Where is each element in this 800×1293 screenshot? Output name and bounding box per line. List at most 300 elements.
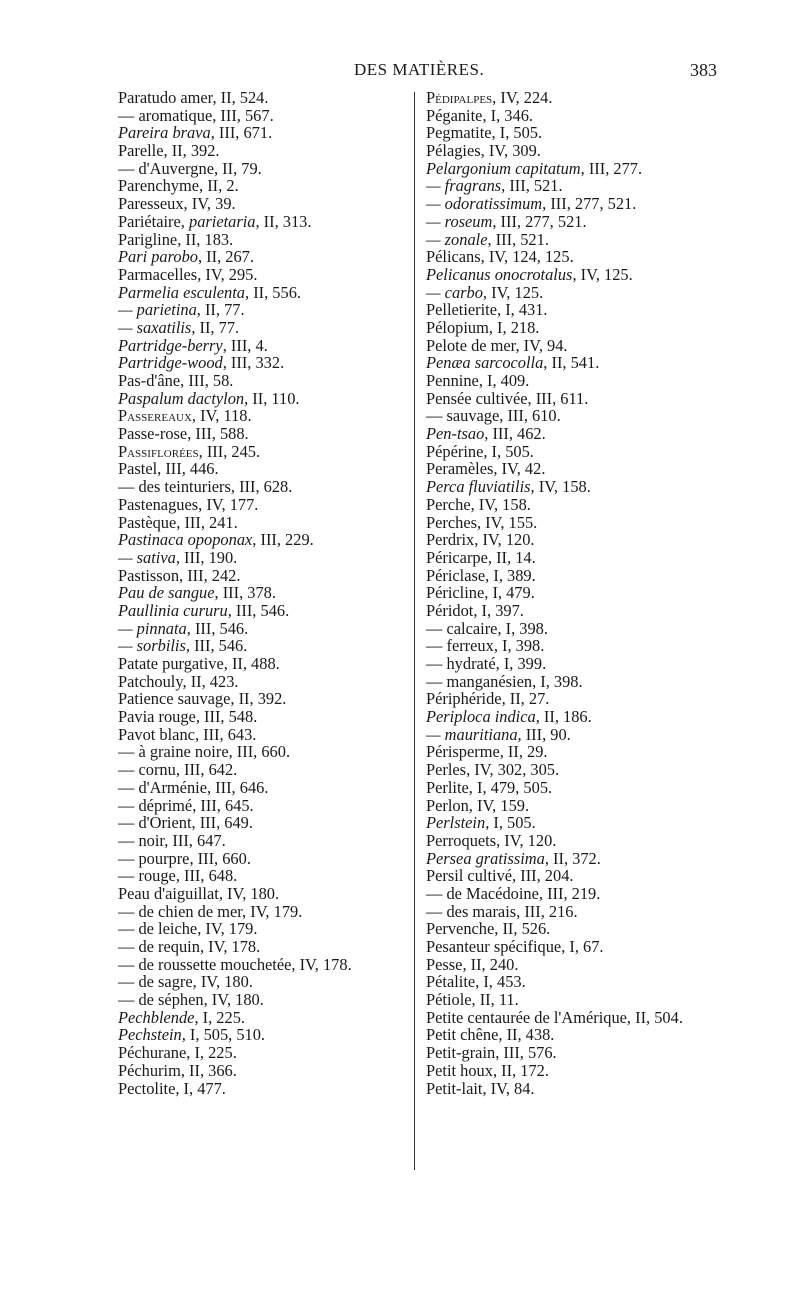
entry-term: Pavot blanc — [118, 724, 195, 744]
entry-reference: , IV, 178. — [291, 954, 352, 974]
index-entry — [118, 213, 352, 231]
entry-reference: , IV, 39. — [183, 194, 236, 214]
entry-reference: , II, 438. — [498, 1025, 555, 1045]
entry-term: — manganésien — [426, 671, 533, 691]
entry-term: Péricline — [426, 583, 485, 603]
running-title: DES MATIÈRES. — [354, 60, 485, 79]
entry-reference: , IV, 178. — [199, 937, 261, 956]
entry-term: Persil cultivé — [426, 866, 513, 886]
entry-reference: , III, 642. — [175, 760, 238, 780]
entry-reference: , I, 218. — [488, 317, 540, 337]
index-entry — [426, 478, 683, 496]
entry-reference: , I, 431. — [497, 300, 548, 320]
entry-term: — des marais — [426, 901, 517, 921]
index-entry — [426, 743, 683, 761]
entry-term: — d'Arménie — [118, 777, 207, 797]
entry-term: Paratudo amer — [118, 88, 213, 107]
entry-term: Patchouly — [118, 671, 183, 691]
entry-reference: , II, 366. — [180, 1060, 237, 1080]
index-entry — [118, 531, 352, 549]
entry-term: Pegmatite — [426, 123, 492, 143]
index-entry — [118, 1026, 352, 1044]
entry-term: Pas-d'âne — [118, 371, 181, 390]
index-entry — [118, 337, 352, 355]
index-entry — [118, 797, 352, 815]
entry-term: — sorbilis — [118, 636, 186, 656]
entry-term: Perdrix — [426, 530, 475, 550]
entry-term: Peau d'aiguillat — [118, 883, 219, 903]
entry-term: Péridot — [426, 600, 474, 620]
entry-reference: , I, 505. — [491, 123, 543, 143]
entry-reference: , III, 567. — [212, 105, 274, 125]
index-entry — [118, 1062, 352, 1080]
entry-term: Péchurane — [118, 1043, 187, 1063]
index-entry — [118, 248, 352, 266]
entry-reference: , I, 397. — [473, 600, 524, 620]
entry-reference: , I, 398. — [532, 671, 583, 691]
index-entry — [426, 814, 683, 832]
entry-term: — zonale — [426, 229, 488, 249]
index-entry — [426, 425, 683, 443]
entry-term: Pen-tsao — [426, 424, 485, 444]
entry-term: Petit-lait — [426, 1078, 483, 1098]
entry-reference: , III, 277. — [580, 158, 643, 178]
entry-term: — roseum — [426, 211, 493, 231]
entry-term: Petit chêne — [426, 1025, 499, 1045]
index-entry — [118, 443, 352, 461]
entry-reference: , II, 186. — [535, 707, 592, 727]
entry-reference: , IV, 302, 305. — [466, 760, 560, 780]
entry-reference: , III, 660. — [189, 848, 251, 868]
entry-term: Parenchyme — [118, 176, 200, 196]
entry-term: Pelletierite — [426, 300, 497, 320]
entry-reference: , III, 521. — [501, 176, 563, 196]
entry-term: — noir — [118, 830, 165, 850]
entry-reference: , IV, 158. — [470, 494, 531, 514]
entry-term: — saxatilis — [118, 317, 192, 337]
index-entry — [426, 708, 683, 726]
entry-term: — sauvage — [426, 406, 500, 426]
entry-term: Péganite — [426, 105, 483, 125]
entry-term: Périphéride — [426, 689, 502, 709]
entry-term: Petit houx — [426, 1060, 493, 1080]
index-entry — [118, 1009, 352, 1027]
entry-term: — d'Auvergne — [118, 158, 214, 178]
index-entry — [426, 337, 683, 355]
entry-term: Persea gratissima — [426, 848, 545, 868]
index-entry — [118, 708, 352, 726]
entry-reference: , IV, 309. — [480, 141, 541, 161]
index-entry — [118, 832, 352, 850]
entry-reference: , II, 541. — [543, 353, 600, 373]
entry-reference: , III, 90. — [517, 724, 571, 744]
entry-term: Pélicans — [426, 247, 481, 267]
entry-term: — d'Orient — [118, 813, 192, 833]
entry-reference: , III, 588. — [187, 424, 249, 444]
entry-reference: , I, 505, 510. — [181, 1025, 266, 1045]
index-entry — [118, 1044, 352, 1062]
entry-term: — déprimé — [118, 795, 193, 815]
entry-term: Partridge-berry — [118, 335, 223, 355]
index-entry — [426, 496, 683, 514]
index-entry — [118, 124, 352, 142]
entry-term: Perlstein — [426, 813, 486, 833]
entry-reference: , III, 204. — [512, 866, 574, 886]
index-entry — [118, 301, 352, 319]
index-entry — [118, 460, 352, 478]
index-column-right — [426, 89, 683, 1097]
entry-term: Partridge-wood — [118, 353, 223, 373]
entry-term: Perlon — [426, 795, 469, 815]
index-entry — [426, 956, 683, 974]
entry-reference: , I, 67. — [561, 937, 604, 956]
index-entry — [426, 443, 683, 461]
index-entry — [118, 761, 352, 779]
entry-term: Periploca indica — [426, 707, 536, 727]
entry-reference: , III, 462. — [484, 424, 546, 444]
index-entry — [426, 1044, 683, 1062]
entry-term: Parelle — [118, 141, 164, 161]
index-entry — [118, 407, 352, 425]
entry-term: Pervenche — [426, 919, 495, 939]
index-entry — [426, 407, 683, 425]
entry-term: — des teinturiers — [118, 477, 231, 497]
index-entry — [426, 514, 683, 532]
entry-reference: , I, 225. — [194, 1007, 245, 1027]
entry-reference: , IV, 125. — [572, 264, 633, 284]
index-entry — [426, 584, 683, 602]
index-entry — [118, 89, 352, 107]
entry-term: Pesanteur spécifique — [426, 937, 562, 956]
index-entry — [118, 372, 352, 390]
entry-reference: , IV, 120. — [496, 830, 557, 850]
index-entry — [118, 602, 352, 620]
page-header — [0, 60, 800, 84]
entry-reference: , IV, 118. — [191, 406, 252, 426]
entry-reference: , III, 546. — [186, 618, 249, 638]
index-entry — [118, 195, 352, 213]
index-entry — [118, 1080, 352, 1098]
index-entry — [118, 107, 352, 125]
entry-reference: , I, 453. — [475, 972, 526, 992]
index-entry — [426, 89, 683, 107]
index-entry — [426, 602, 683, 620]
index-entry — [118, 938, 352, 956]
entry-term: Pariétaire, — [118, 211, 189, 231]
index-entry — [118, 867, 352, 885]
entry-reference: , II, 29. — [499, 742, 548, 762]
entry-term: — parietina — [118, 300, 197, 320]
entry-reference: , IV, 125. — [482, 282, 544, 302]
index-entry — [426, 690, 683, 708]
entry-term-latin: parietaria — [189, 211, 256, 231]
entry-reference: , II, 423. — [182, 671, 239, 691]
entry-term: — calcaire — [426, 618, 498, 638]
entry-term: — odoratissimum — [426, 194, 543, 214]
entry-reference: , II, 556. — [245, 282, 301, 302]
entry-term: — de leiche — [118, 919, 198, 939]
index-entry — [118, 231, 352, 249]
entry-term: Pennine — [426, 371, 479, 390]
entry-term: — à graine noire — [118, 742, 229, 762]
entry-reference: , I, 346. — [482, 105, 533, 125]
entry-term: Péchurim — [118, 1060, 181, 1080]
index-entry — [118, 655, 352, 673]
index-column-left — [118, 89, 352, 1097]
entry-term: — hydraté — [426, 654, 496, 673]
index-entry — [118, 354, 352, 372]
entry-reference: , IV, 177. — [198, 494, 259, 514]
index-entry — [118, 973, 352, 991]
entry-reference: , I, 225. — [186, 1043, 237, 1063]
index-entry — [426, 213, 683, 231]
index-entry — [118, 390, 352, 408]
entry-reference: , III, 610. — [499, 406, 561, 426]
entry-term: Pelicanus onocrotalus — [426, 264, 573, 284]
entry-reference: , III, 446. — [157, 459, 219, 479]
entry-term: Pastisson — [118, 565, 180, 585]
index-entry — [118, 779, 352, 797]
index-entry — [426, 284, 683, 302]
entry-term: Perlite — [426, 777, 469, 797]
entry-reference: , I, 409. — [478, 371, 530, 390]
entry-reference: , III, 611. — [527, 388, 589, 408]
entry-reference: , IV, 158. — [530, 477, 591, 497]
entry-reference: , I, 398. — [493, 636, 545, 656]
index-entry — [426, 354, 683, 372]
index-entry — [118, 850, 352, 868]
entry-term: Passe-rose — [118, 424, 188, 444]
index-entry — [118, 920, 352, 938]
entry-reference: , III, 576. — [495, 1043, 557, 1063]
entry-reference: , II, 313. — [255, 211, 312, 231]
index-entry — [118, 266, 352, 284]
entry-term: — pourpre — [118, 848, 190, 868]
entry-term: Pétiole — [426, 990, 472, 1010]
index-entry — [426, 673, 683, 691]
index-entry — [426, 142, 683, 160]
index-entry — [426, 107, 683, 125]
entry-reference: , I, 477. — [175, 1078, 226, 1098]
entry-reference: , III, 332. — [222, 353, 285, 373]
entry-term: Pau de sangue — [118, 583, 215, 603]
entry-term: Perche — [426, 494, 471, 514]
entry-reference: , III, 546. — [227, 600, 290, 620]
entry-term: Pensée cultivée — [426, 388, 528, 408]
index-entry — [426, 531, 683, 549]
entry-term: Passiflorées — [118, 441, 199, 461]
entry-term: Pelote de mer — [426, 335, 516, 355]
entry-reference: , III, 4. — [222, 335, 268, 355]
entry-term: — de chien de mer — [118, 901, 243, 921]
entry-reference: , IV, 155. — [476, 512, 538, 532]
entry-reference: , IV, 180. — [192, 972, 253, 992]
entry-term: — fragrans — [426, 176, 502, 196]
index-entry — [118, 743, 352, 761]
entry-term: — rouge — [118, 866, 176, 886]
entry-reference: , III, 546. — [185, 636, 248, 656]
entry-term: Parmelia esculenta — [118, 282, 245, 302]
index-entry — [118, 584, 352, 602]
index-entry — [118, 673, 352, 691]
index-entry — [118, 142, 352, 160]
index-entry — [118, 991, 352, 1009]
entry-reference: , II, 392. — [230, 689, 287, 709]
index-entry — [118, 514, 352, 532]
entry-reference: , II, 526. — [494, 919, 551, 939]
entry-reference: , II, 488. — [223, 654, 280, 673]
entry-term: Paresseux — [118, 194, 184, 214]
entry-reference: , IV, 159. — [468, 795, 530, 815]
entry-term: — aromatique — [118, 105, 213, 125]
entry-term: Patate purgative — [118, 654, 224, 673]
page-number: 383 — [690, 60, 717, 80]
entry-reference: , IV, 295. — [197, 264, 258, 284]
entry-reference: , III, 245. — [198, 441, 261, 461]
entry-term: Pélopium — [426, 317, 489, 337]
entry-term: Passereaux — [118, 406, 192, 426]
index-entry — [426, 460, 683, 478]
entry-reference: , II, 27. — [501, 689, 550, 709]
entry-reference: , IV, 179. — [197, 919, 258, 939]
entry-reference: , III, 649. — [191, 813, 253, 833]
entry-term: Pastenagues — [118, 494, 199, 514]
entry-term: Pelargonium capitatum — [426, 158, 581, 178]
entry-term: Petite centaurée de l'Amérique — [426, 1007, 627, 1027]
entry-term: Pavia rouge — [118, 707, 196, 727]
entry-reference: , I, 479, 505. — [468, 777, 553, 797]
index-entry — [426, 726, 683, 744]
entry-reference: , III, 242. — [179, 565, 241, 585]
index-entry — [426, 549, 683, 567]
index-entry — [426, 938, 683, 956]
entry-term: Pareira brava — [118, 123, 211, 143]
entry-reference: , III, 646. — [206, 777, 269, 797]
entry-reference: , II, 504. — [626, 1007, 683, 1027]
entry-term: — de séphen — [118, 990, 204, 1010]
index-entry — [426, 920, 683, 938]
index-entry — [118, 160, 352, 178]
entry-term: — de requin — [118, 937, 200, 956]
entry-reference: , II, 183. — [177, 229, 234, 249]
index-entry — [118, 425, 352, 443]
entry-term: — de sagre — [118, 972, 193, 992]
index-entry — [118, 903, 352, 921]
entry-term: Pesse — [426, 954, 463, 974]
index-entry — [426, 637, 683, 655]
index-entry — [426, 372, 683, 390]
entry-term: Perroquets — [426, 830, 497, 850]
entry-reference: , IV, 84. — [482, 1078, 535, 1098]
entry-term: — ferreux — [426, 636, 494, 656]
index-entry — [426, 761, 683, 779]
entry-reference: , III, 241. — [176, 512, 238, 532]
entry-reference: , II, 2. — [199, 176, 239, 196]
entry-term: Parigline — [118, 229, 178, 249]
index-entry — [426, 301, 683, 319]
entry-term: Pastel — [118, 459, 158, 479]
entry-term: Péricarpe — [426, 547, 488, 567]
entry-reference: , III, 219. — [538, 883, 601, 903]
entry-reference: , I, 398. — [497, 618, 548, 638]
entry-reference: , III, 660. — [228, 742, 291, 762]
index-entry — [426, 903, 683, 921]
index-entry — [426, 832, 683, 850]
entry-reference: , II, 11. — [471, 990, 519, 1010]
entry-reference: , III, 216. — [516, 901, 578, 921]
entry-reference: , IV, 224. — [492, 88, 553, 107]
index-entry — [426, 567, 683, 585]
index-entry — [426, 319, 683, 337]
entry-reference: , III, 671. — [210, 123, 273, 143]
entry-reference: , IV, 94. — [515, 335, 568, 355]
index-entry — [426, 124, 683, 142]
entry-term: Pélagies — [426, 141, 481, 161]
index-entry — [426, 885, 683, 903]
entry-term: Petit-grain — [426, 1043, 496, 1063]
index-entry — [118, 567, 352, 585]
entry-term: Périclase — [426, 565, 486, 585]
entry-term: — cornu — [118, 760, 176, 780]
entry-term: Peramèles — [426, 459, 494, 479]
entry-term: Penæa sarcocolla — [426, 353, 544, 373]
entry-reference: , I, 505. — [483, 441, 534, 461]
entry-term: Parmacelles — [118, 264, 198, 284]
entry-reference: , III, 277, 521. — [492, 211, 587, 231]
entry-reference: , II, 77. — [191, 317, 240, 337]
index-entry — [426, 248, 683, 266]
entry-term: Paullinia cururu — [118, 600, 228, 620]
index-entry — [118, 319, 352, 337]
entry-term: Pechstein — [118, 1025, 182, 1045]
entry-reference: , II, 110. — [244, 388, 300, 408]
index-entry — [426, 177, 683, 195]
column-divider — [414, 92, 415, 1170]
entry-reference: , III, 643. — [194, 724, 257, 744]
index-entry — [118, 690, 352, 708]
index-entry — [118, 637, 352, 655]
entry-reference: , III, 58. — [180, 371, 234, 390]
index-entry — [426, 1062, 683, 1080]
index-entry — [426, 390, 683, 408]
entry-term: Pectolite — [118, 1078, 176, 1098]
index-entry — [118, 620, 352, 638]
index-entry — [426, 797, 683, 815]
index-entry — [426, 160, 683, 178]
entry-reference: , II, 392. — [163, 141, 220, 161]
entry-term: — de roussette mouchetée — [118, 954, 292, 974]
entry-reference: , II, 240. — [462, 954, 519, 974]
index-entry — [118, 814, 352, 832]
entry-term: — de Macédoine — [426, 883, 539, 903]
entry-term: Pechblende — [118, 1007, 195, 1027]
entry-term: — carbo — [426, 282, 483, 302]
entry-reference: , IV, 180. — [203, 990, 264, 1010]
index-entry — [118, 956, 352, 974]
entry-term: Pari parobo — [118, 247, 198, 267]
index-entry — [118, 284, 352, 302]
entry-term: — sativa — [118, 547, 176, 567]
entry-term: Patience sauvage — [118, 689, 231, 709]
index-entry — [426, 1026, 683, 1044]
entry-reference: , II, 172. — [492, 1060, 549, 1080]
entry-term: Perca fluviatilis — [426, 477, 531, 497]
entry-reference: , III, 645. — [192, 795, 254, 815]
index-entry — [426, 195, 683, 213]
entry-reference: , III, 548. — [195, 707, 258, 727]
index-entry — [118, 726, 352, 744]
entry-reference: , III, 628. — [230, 477, 293, 497]
